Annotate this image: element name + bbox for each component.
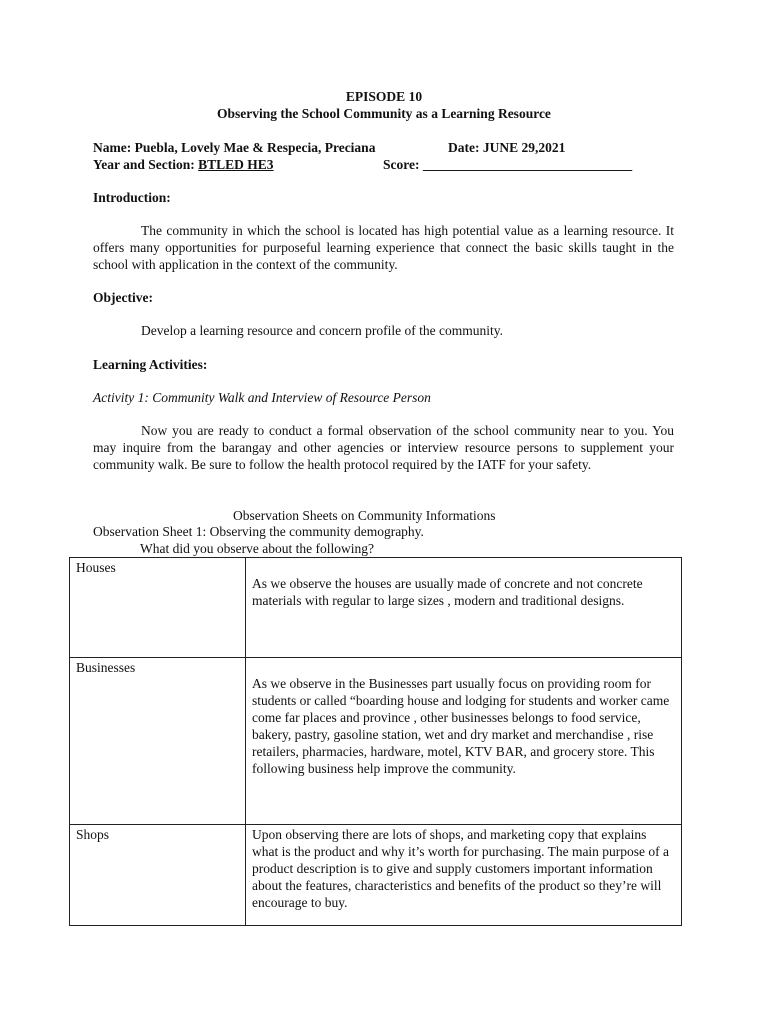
table-row [70,825,682,926]
table-row [70,558,682,658]
table-row [70,658,682,825]
objective-text: Develop a learning resource and concern profile of the community. [141,323,503,338]
observation-question: What did you observe about the following? [140,541,374,556]
activity-text: Now you are ready to conduct a formal observation of the school community near to you. You may inquire from the barangay and other agencies or interview resource persons to supplement your community walk. Be sure to follow the health protocol required by the IATF for your safety. [93,423,674,472]
date-label: Date: [448,140,480,155]
row-label: Businesses [70,658,246,825]
name-value: Puebla, Lovely Mae & Respecia, Preciana [134,140,376,155]
row-value: Upon observing there are lots of shops, and marketing copy that explains what is the product and why it’s worth for purchasing. The main purpose of a product description is to give and supply customers important information about the features, characteristics and benefits of the product so they’re will encourage to buy. [246,825,682,926]
activity-title: Activity 1: Community Walk and Interview of Resource Person [93,390,431,405]
observation-table [69,557,682,926]
learning-activities-heading: Learning Activities: [93,357,208,372]
year-label: Year and Section: [93,157,195,172]
introduction-text: The community in which the school is located has high potential value as a learning resource. It offers many opportunities for purposeful learning experience that connect the basic skills taught in the school with application in the context of the community. [93,223,674,272]
date-value: JUNE 29,2021 [482,140,566,155]
name-row [93,139,375,156]
introduction-heading: Introduction: [93,190,171,205]
episode-heading: EPISODE 10 [345,89,423,104]
year-row [93,156,274,173]
row-value: As we observe the houses are usually made of concrete and not concrete materials with regular to large sizes , modern and traditional designs. [246,558,682,658]
objective-heading: Objective: [93,290,153,305]
row-label: Houses [70,558,246,658]
score-value: _______________________________ [422,157,633,172]
date-field [448,139,565,156]
document-title: Observing the School Community as a Learning Resource [217,106,551,121]
row-value: As we observe in the Businesses part usually focus on providing room for students or called “boarding house and lodging for students and worker came come far places and province , other businesses belongs to food service, bakery, pastry, gasoline station, wet and dry market and merchandise , rise retailers, pharmacies, hardware, motel, KTV BAR, and grocery store. This following business help improve the community. [246,658,682,825]
observation-sheet-1-title: Observation Sheet 1: Observing the community demography. [93,524,424,539]
score-label: Score: [383,157,420,172]
row-label: Shops [70,825,246,926]
year-value: BTLED HE3 [198,157,274,172]
score-field [383,156,632,173]
name-label: Name: [93,140,132,155]
observation-sheets-title: Observation Sheets on Community Informations [233,508,496,523]
